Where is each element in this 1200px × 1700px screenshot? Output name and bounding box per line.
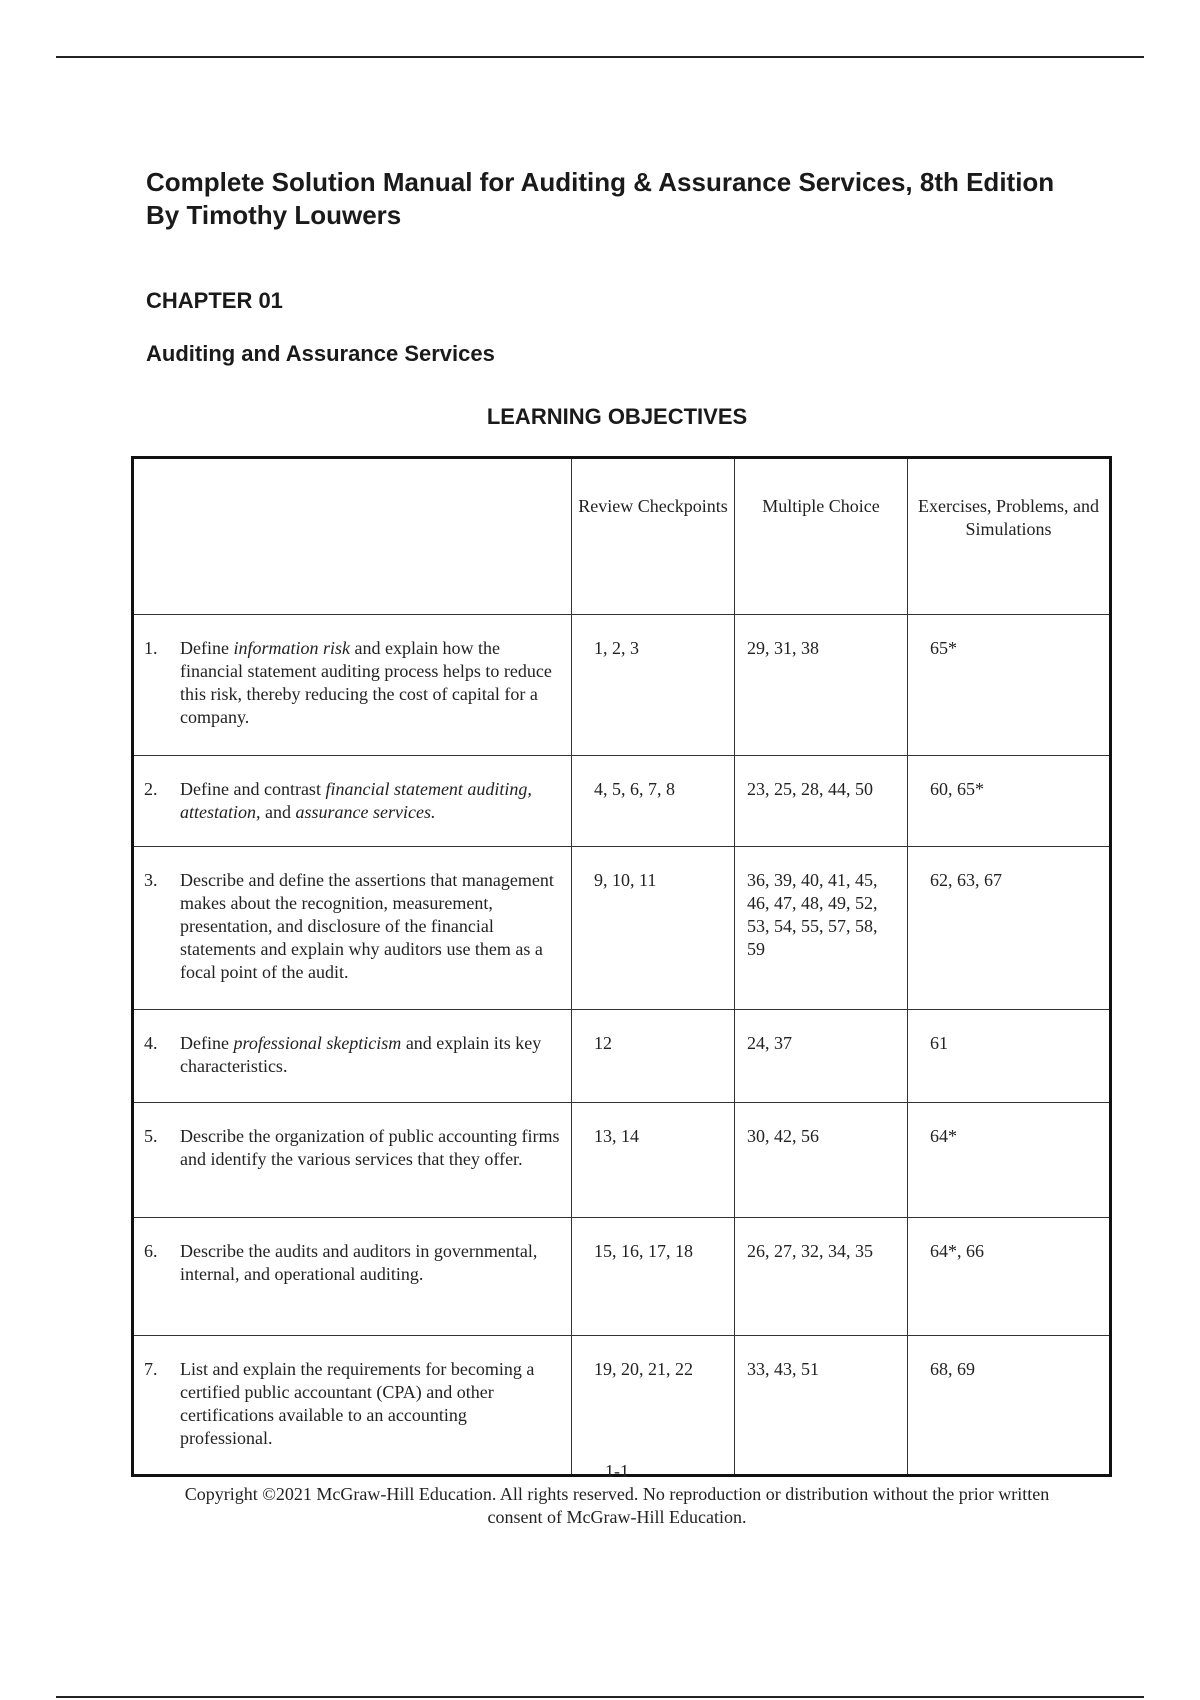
objective-text <box>180 869 563 984</box>
objective-text <box>180 1125 563 1171</box>
objective-text <box>180 637 563 729</box>
top-rule <box>56 56 1144 58</box>
document-title: Complete Solution Manual for Auditing & Assurance Services, 8th Edition By Timothy Louwers <box>146 167 1055 230</box>
header-cell-multiple-choice: Multiple Choice <box>735 458 908 615</box>
multiple-choice-cell-value: 36, 39, 40, 41, 45, 46, 47, 48, 49, 52, 53, 54, 55, 57, 58, 59 <box>747 870 878 959</box>
exercises-cell-value: 65* <box>930 638 957 658</box>
objective-text-part: Describe the audits and auditors in governmental, internal, and operational auditing. <box>180 1241 538 1284</box>
review-checkpoints-cell-value: 13, 14 <box>594 1126 639 1146</box>
objective-number: 3. <box>144 870 158 890</box>
section-heading: LEARNING OBJECTIVES <box>486 404 748 429</box>
multiple-choice-cell-value: 33, 43, 51 <box>747 1359 819 1379</box>
multiple-choice-cell-value: 26, 27, 32, 34, 35 <box>747 1241 873 1261</box>
objective-number: 4. <box>144 1033 158 1053</box>
exercises-cell <box>908 1336 1111 1476</box>
multiple-choice-cell <box>735 1218 908 1336</box>
exercises-cell-value: 62, 63, 67 <box>930 870 1002 890</box>
chapter-label: CHAPTER 01 <box>146 288 283 313</box>
exercises-cell <box>908 1218 1111 1336</box>
multiple-choice-cell <box>735 847 908 1010</box>
multiple-choice-cell <box>735 756 908 847</box>
exercises-cell <box>908 847 1111 1010</box>
multiple-choice-cell <box>735 1010 908 1103</box>
table-row <box>133 1010 1111 1103</box>
objective-text-part: and explain how the financial statement auditing process helps to reduce this risk, thereby reducing the cost of capital for a company. <box>180 638 552 727</box>
page-number: 1-1 <box>605 1461 629 1481</box>
objective-number: 1. <box>144 638 158 658</box>
objective-term: financial statement auditing, attestation, <box>180 779 532 822</box>
review-checkpoints-cell <box>572 1010 735 1103</box>
review-checkpoints-cell-value: 4, 5, 6, 7, 8 <box>594 779 675 799</box>
exercises-cell <box>908 1103 1111 1218</box>
exercises-cell <box>908 756 1111 847</box>
exercises-cell <box>908 615 1111 756</box>
objective-cell <box>133 756 572 847</box>
objective-text-part: Define and contrast <box>180 779 326 799</box>
exercises-cell-value: 60, 65* <box>930 779 984 799</box>
objective-number: 7. <box>144 1359 158 1379</box>
review-checkpoints-cell-value: 19, 20, 21, 22 <box>594 1359 693 1379</box>
review-checkpoints-cell <box>572 1218 735 1336</box>
review-checkpoints-cell-value: 1, 2, 3 <box>594 638 639 658</box>
objective-text-part: Describe and define the assertions that management makes about the recognition, measurement, presentation, and disclosure of the financial statements and explain why auditors use them as a focal point of the audit. <box>180 870 554 982</box>
multiple-choice-cell <box>735 1336 908 1476</box>
objective-text-part: Define <box>180 638 234 658</box>
objective-cell <box>133 1010 572 1103</box>
chapter-subtitle: Auditing and Assurance Services <box>146 341 495 366</box>
multiple-choice-cell-value: 24, 37 <box>747 1033 792 1053</box>
exercises-cell-value: 68, 69 <box>930 1359 975 1379</box>
objective-term: professional skepticism <box>233 1033 402 1053</box>
objective-cell <box>133 1103 572 1218</box>
objective-cell <box>133 1218 572 1336</box>
review-checkpoints-cell <box>572 847 735 1010</box>
objective-text-part: List and explain the requirements for becoming a certified public accountant (CPA) and other certifications available to an accounting professional. <box>180 1359 535 1448</box>
table-row <box>133 1218 1111 1336</box>
table-header-row <box>133 458 1111 615</box>
objective-term: information risk <box>233 638 350 658</box>
exercises-cell <box>908 1010 1111 1103</box>
review-checkpoints-cell-value: 12 <box>594 1033 612 1053</box>
objective-text-part: Describe the organization of public accounting firms and identify the various services that they offer. <box>180 1126 560 1169</box>
objective-cell <box>133 615 572 756</box>
exercises-cell-value: 61 <box>930 1033 948 1053</box>
objective-number: 2. <box>144 779 158 799</box>
objective-text-part: and <box>260 802 296 822</box>
objective-text <box>180 1358 563 1450</box>
objective-text <box>180 778 563 824</box>
objective-number: 5. <box>144 1126 158 1146</box>
table-row <box>133 756 1111 847</box>
objective-term: assurance services. <box>295 802 436 822</box>
review-checkpoints-cell <box>572 756 735 847</box>
header-cell-review: Review Checkpoints <box>572 458 735 615</box>
bottom-rule <box>56 1696 1144 1698</box>
multiple-choice-cell <box>735 615 908 756</box>
review-checkpoints-cell-value: 15, 16, 17, 18 <box>594 1241 693 1261</box>
objective-number: 6. <box>144 1241 158 1261</box>
multiple-choice-cell-value: 30, 42, 56 <box>747 1126 819 1146</box>
multiple-choice-cell-value: 29, 31, 38 <box>747 638 819 658</box>
copyright-notice: Copyright ©2021 McGraw-Hill Education. All rights reserved. No reproduction or distribution without the prior written consent of McGraw-Hill Education. <box>184 1484 1050 1527</box>
exercises-cell-value: 64*, 66 <box>930 1241 984 1261</box>
header-cell-objective <box>133 458 572 615</box>
multiple-choice-cell-value: 23, 25, 28, 44, 50 <box>747 779 873 799</box>
review-checkpoints-cell <box>572 1103 735 1218</box>
table-row <box>133 1103 1111 1218</box>
header-cell-exercises: Exercises, Problems, and Simulations <box>908 458 1111 615</box>
page-footer <box>0 1460 1200 1529</box>
learning-objectives-table <box>131 456 1112 1477</box>
objective-text-part: and explain its key characteristics. <box>180 1033 542 1076</box>
review-checkpoints-cell <box>572 615 735 756</box>
table-row <box>133 847 1111 1010</box>
objective-text <box>180 1032 563 1078</box>
review-checkpoints-cell-value: 9, 10, 11 <box>594 870 657 890</box>
objective-cell <box>133 847 572 1010</box>
objective-text <box>180 1240 563 1286</box>
exercises-cell-value: 64* <box>930 1126 957 1146</box>
table-row <box>133 615 1111 756</box>
multiple-choice-cell <box>735 1103 908 1218</box>
review-checkpoints-cell <box>572 1336 735 1476</box>
objective-cell <box>133 1336 572 1476</box>
objective-text-part: Define <box>180 1033 234 1053</box>
table-row <box>133 1336 1111 1476</box>
